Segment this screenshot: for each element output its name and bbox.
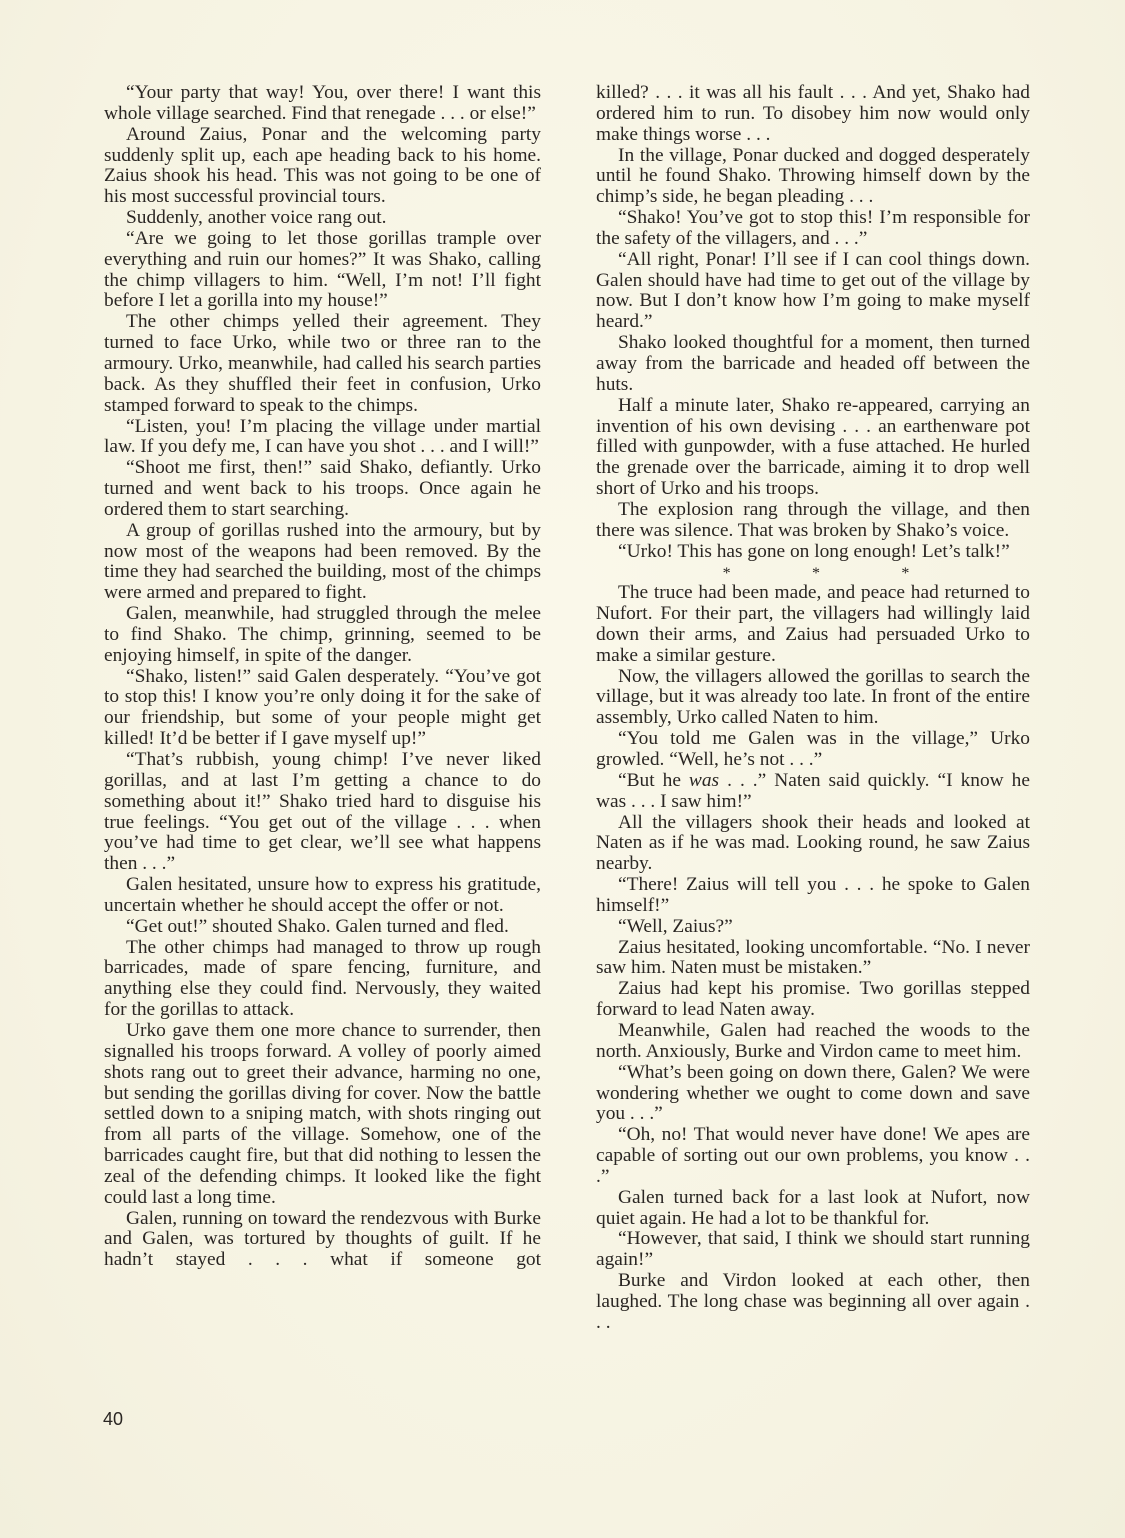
left-column xyxy=(104,83,541,1271)
paragraph: Galen, running on toward the rendezvous with Burke and Galen, was tortured by thoughts of guilt. If he hadn’t stayed . . . what if someone got xyxy=(104,1207,541,1271)
paragraph: Suddenly, another voice rang out. xyxy=(126,207,387,229)
paragraph: In the village, Ponar ducked and dogged desperately until he found Shako. Throwing himself down by the chimp’s side, he began pleading . . . xyxy=(596,144,1030,208)
paragraph: “Well, Zaius?” xyxy=(618,915,733,937)
paragraph: The truce had been made, and peace had returned to Nufort. For their part, the villagers had willingly laid down their arms, and Zaius had persuaded Urko to make a similar gesture. xyxy=(596,582,1030,666)
paragraph: Shako looked thoughtful for a moment, then turned away from the barricade and headed off between the huts. xyxy=(596,332,1030,395)
paragraph: “What’s been going on down there, Galen? We were wondering whether we ought to come down and save you . . .” xyxy=(596,1061,1030,1125)
paragraph: “Listen, you! I’m placing the village under martial law. If you defy me, I can have you shot . . . and I will!” xyxy=(104,415,541,458)
paragraph: Galen, meanwhile, had struggled through the melee to find Shako. The chimp, grinning, seemed to be enjoying himself, in spite of the danger. xyxy=(104,603,541,666)
paragraph: Zaius hesitated, looking uncomfortable. “No. I never saw him. Naten must be mistaken.” xyxy=(596,936,1030,979)
paragraph: “Urko! This has gone on long enough! Let’s talk!” xyxy=(618,540,1010,562)
paragraph: Around Zaius, Ponar and the welcoming party suddenly split up, each ape heading back to his home. Zaius shook his head. This was not going to be one of his most successful provincial tours. xyxy=(104,123,541,208)
paragraph: “Get out!” shouted Shako. Galen turned and fled. xyxy=(126,915,509,937)
paragraph: “However, that said, I think we should start running again!” xyxy=(596,1228,1030,1271)
paragraph: “All right, Ponar! I’ll see if I can cool things down. Galen should have had time to get out of the village by now. But I don’t know how I’m going to make myself heard.” xyxy=(596,248,1030,333)
paragraph: “Are we going to let those gorillas trample over everything and ruin our homes?” It was Shako, calling the chimp villagers to him. “Well, I’m not! I’ll fight before I let a gorilla into my house!” xyxy=(104,227,541,312)
paragraph: The other chimps had managed to throw up rough barricades, made of spare fencing, furniture, and anything else they could find. Nervously, they waited for the gorillas to attack. xyxy=(104,936,541,1021)
paragraph xyxy=(596,771,1030,813)
asterisk: * xyxy=(811,565,820,583)
paragraph: “Oh, no! That would never have done! We apes are capable of sorting out our own problems, you know . . .” xyxy=(596,1124,1030,1187)
section-break xyxy=(596,562,1030,583)
paragraph: “You told me Galen was in the village,” Urko growled. “Well, he’s not . . .” xyxy=(596,728,1030,770)
paragraph: The other chimps yelled their agreement. They turned to face Urko, while two or three ran to the armoury. Urko, meanwhile, had called his search parties back. As they shuffled their feet in confusion, Urko stamped forward to speak to the chimps. xyxy=(104,311,541,416)
paragraph: “That’s rubbish, young chimp! I’ve never liked gorillas, and at last I’m getting a chance to do something about it!” Shako tried hard to disguise his true feelings. “You get out of the village . . . when you’ve had time to get clear, we’ll see what happens then . . .” xyxy=(104,749,541,875)
paragraph: Meanwhile, Galen had reached the woods to the north. Anxiously, Burke and Virdon came to meet him. xyxy=(596,1019,1030,1062)
page-number: 40 xyxy=(103,1409,124,1429)
paragraph: “Shako! You’ve got to stop this! I’m responsible for the safety of the villagers, and . . .” xyxy=(596,207,1030,249)
asterisk: * xyxy=(901,565,910,583)
paragraph: Urko gave them one more chance to surrender, then signalled his troops forward. A volley of poorly aimed shots rang out to greet their advance, harming no one, but sending the gorillas diving for cover. Now the battle settled down to a sniping match, with shots ringing out from all parts of the village. Somehow, one of the barricades caught fire, but that did nothing to lessen the zeal of the defending chimps. It looked like the fight could last a long time. xyxy=(104,1019,541,1208)
paragraph: A group of gorillas rushed into the armoury, but by now most of the weapons had been removed. By the time they had searched the building, most of the chimps were armed and prepared to fight. xyxy=(104,519,541,604)
paragraph: “Shako, listen!” said Galen desperately. “You’ve got to stop this! I know you’re only doing it for the sake of our friendship, but some of your people might get killed! It’d be better if I gave myself up!” xyxy=(104,665,541,750)
paragraph: The explosion rang through the village, and then there was silence. That was broken by Shako’s voice. xyxy=(596,498,1030,541)
paragraph: Burke and Virdon looked at each other, then laughed. The long chase was beginning all over again . . . xyxy=(596,1270,1030,1333)
italic-emphasis: was xyxy=(688,769,720,791)
paragraph: “Shoot me first, then!” said Shako, defiantly. Urko turned and went back to his troops. Once again he ordered them to start searching. xyxy=(104,457,541,520)
paragraph: Zaius had kept his promise. Two gorillas stepped forward to lead Naten away. xyxy=(596,978,1030,1021)
paragraph: Galen turned back for a last look at Nufort, now quiet again. He had a lot to be thankful for. xyxy=(596,1186,1030,1229)
paragraph: Galen hesitated, unsure how to express his gratitude, uncertain whether he should accept the offer or not. xyxy=(104,874,541,916)
asterisk: * xyxy=(722,565,731,583)
paragraph: Half a minute later, Shako re-appeared, carrying an invention of his own devising . . . an earthenware pot filled with gunpowder, with a fuse attached. He hurled the grenade over the barricade, aiming it to drop well short of Urko and his troops. xyxy=(596,394,1030,500)
paragraph: Now, the villagers allowed the gorillas to search the village, but it was already too late. In front of the entire assembly, Urko called Naten to him. xyxy=(596,665,1030,729)
paragraph: “Your party that way! You, over there! I want this whole village searched. Find that renegade . . . or else!” xyxy=(104,82,541,124)
text-run: “But he xyxy=(618,769,689,791)
right-column xyxy=(596,83,1030,1334)
paragraph: All the villagers shook their heads and looked at Naten as if he was mad. Looking round, he saw Zaius nearby. xyxy=(596,811,1030,875)
text-run: . . .” Naten said quickly. “I know he was . . . I saw him!” xyxy=(596,769,1030,812)
continued-paragraph: killed? . . . it was all his fault . . . And yet, Shako had ordered him to run. To disobey him now would only make things worse . . . xyxy=(596,82,1030,145)
paragraph: “There! Zaius will tell you . . . he spoke to Galen himself!” xyxy=(596,874,1030,916)
